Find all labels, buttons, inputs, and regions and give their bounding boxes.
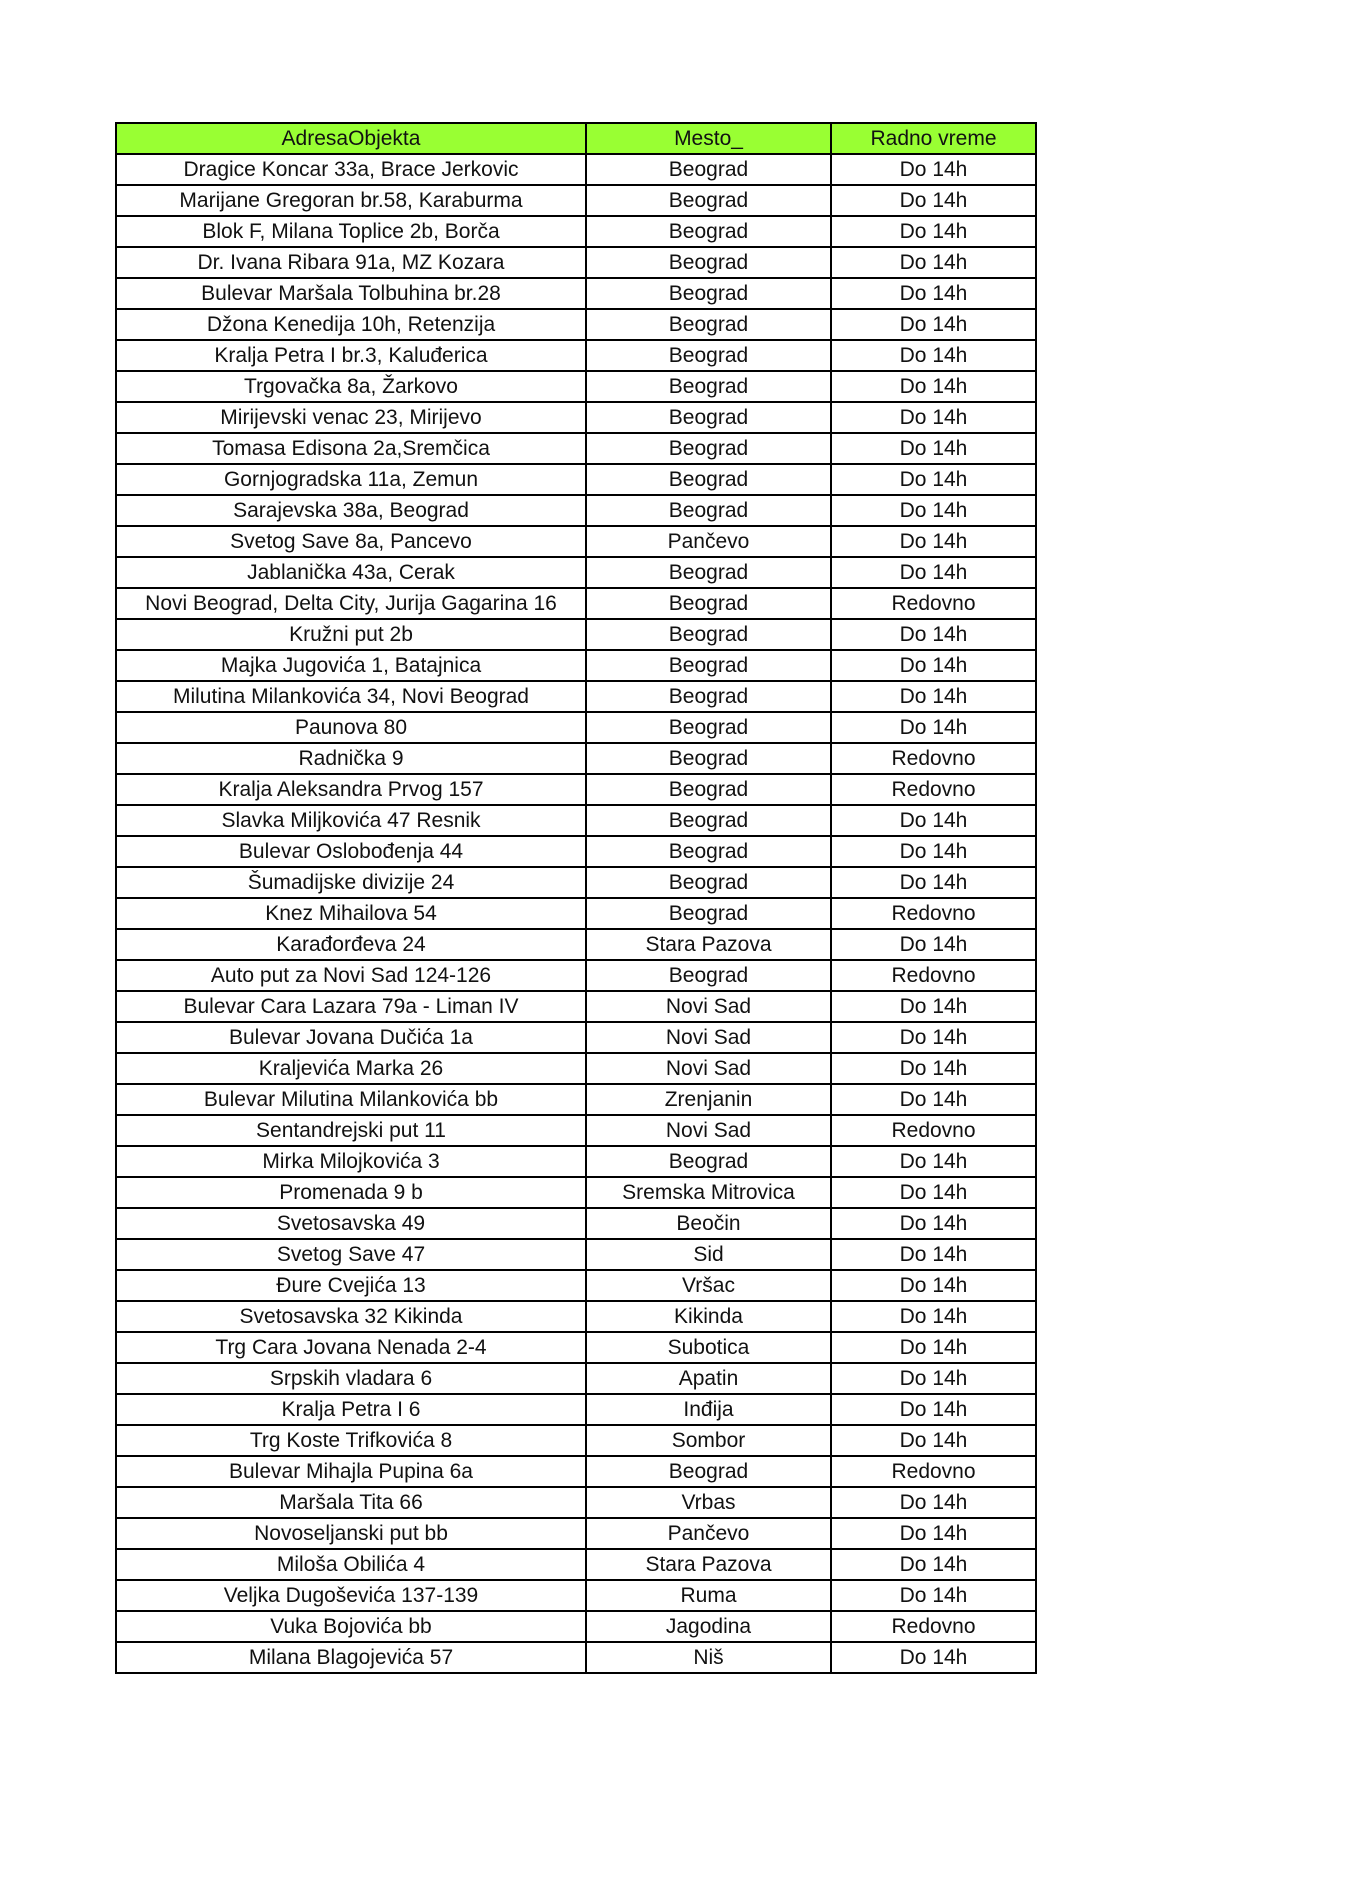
- table-row: [116, 1022, 1036, 1053]
- cell-working-hours: Do 14h: [831, 619, 1036, 650]
- cell-working-hours: Do 14h: [831, 1487, 1036, 1518]
- table-row: [116, 1084, 1036, 1115]
- cell-city: Beograd: [586, 433, 831, 464]
- cell-working-hours: Do 14h: [831, 1580, 1036, 1611]
- cell-working-hours: Do 14h: [831, 1270, 1036, 1301]
- cell-city: Beograd: [586, 588, 831, 619]
- table-row: [116, 774, 1036, 805]
- cell-address: Gornjogradska 11a, Zemun: [116, 464, 586, 495]
- cell-city: Beograd: [586, 836, 831, 867]
- table-row: [116, 371, 1036, 402]
- cell-address: Auto put za Novi Sad 124-126: [116, 960, 586, 991]
- cell-address: Bulevar Mihajla Pupina 6a: [116, 1456, 586, 1487]
- table-row: [116, 619, 1036, 650]
- cell-address: Maršala Tita 66: [116, 1487, 586, 1518]
- cell-working-hours: Redovno: [831, 960, 1036, 991]
- cell-city: Beograd: [586, 340, 831, 371]
- table-row: [116, 1394, 1036, 1425]
- cell-city: Beograd: [586, 557, 831, 588]
- cell-city: Beograd: [586, 619, 831, 650]
- table-row: [116, 216, 1036, 247]
- cell-working-hours: Do 14h: [831, 1053, 1036, 1084]
- cell-city: Beograd: [586, 1146, 831, 1177]
- cell-city: Ruma: [586, 1580, 831, 1611]
- cell-address: Milana Blagojevića 57: [116, 1642, 586, 1673]
- cell-address: Dr. Ivana Ribara 91a, MZ Kozara: [116, 247, 586, 278]
- table-row: [116, 836, 1036, 867]
- cell-city: Beograd: [586, 154, 831, 185]
- cell-working-hours: Do 14h: [831, 712, 1036, 743]
- cell-address: Marijane Gregoran br.58, Karaburma: [116, 185, 586, 216]
- cell-city: Beograd: [586, 495, 831, 526]
- cell-working-hours: Redovno: [831, 743, 1036, 774]
- table-row: [116, 588, 1036, 619]
- cell-city: Beograd: [586, 867, 831, 898]
- cell-address: Promenada 9 b: [116, 1177, 586, 1208]
- cell-city: Beograd: [586, 650, 831, 681]
- cell-city: Beograd: [586, 371, 831, 402]
- cell-working-hours: Do 14h: [831, 1084, 1036, 1115]
- table-row: [116, 557, 1036, 588]
- table-row: [116, 1239, 1036, 1270]
- cell-city: Subotica: [586, 1332, 831, 1363]
- cell-address: Svetog Save 8a, Pancevo: [116, 526, 586, 557]
- cell-working-hours: Do 14h: [831, 1394, 1036, 1425]
- cell-city: Beograd: [586, 402, 831, 433]
- cell-city: Jagodina: [586, 1611, 831, 1642]
- table-row: [116, 743, 1036, 774]
- column-header-working-hours: Radno vreme: [831, 123, 1036, 154]
- cell-address: Karađorđeva 24: [116, 929, 586, 960]
- table-row: [116, 1115, 1036, 1146]
- cell-city: Beograd: [586, 309, 831, 340]
- header-row: [116, 123, 1036, 154]
- cell-working-hours: Do 14h: [831, 1301, 1036, 1332]
- cell-working-hours: Do 14h: [831, 526, 1036, 557]
- column-header-city: Mesto_: [586, 123, 831, 154]
- cell-working-hours: Do 14h: [831, 991, 1036, 1022]
- cell-address: Radnička 9: [116, 743, 586, 774]
- cell-address: Tomasa Edisona 2a,Sremčica: [116, 433, 586, 464]
- cell-address: Bulevar Milutina Milankovića bb: [116, 1084, 586, 1115]
- cell-address: Bulevar Oslobođenja 44: [116, 836, 586, 867]
- cell-address: Milutina Milankovića 34, Novi Beograd: [116, 681, 586, 712]
- cell-city: Pančevo: [586, 1518, 831, 1549]
- table-row: [116, 1487, 1036, 1518]
- cell-working-hours: Do 14h: [831, 1208, 1036, 1239]
- table-row: [116, 1146, 1036, 1177]
- table-row: [116, 278, 1036, 309]
- cell-city: Novi Sad: [586, 991, 831, 1022]
- cell-address: Bulevar Maršala Tolbuhina br.28: [116, 278, 586, 309]
- cell-working-hours: Do 14h: [831, 929, 1036, 960]
- cell-address: Trgovačka 8a, Žarkovo: [116, 371, 586, 402]
- cell-address: Blok F, Milana Toplice 2b, Borča: [116, 216, 586, 247]
- cell-address: Novi Beograd, Delta City, Jurija Gagarina 16: [116, 588, 586, 619]
- cell-city: Beograd: [586, 805, 831, 836]
- cell-address: Slavka Miljkovića 47 Resnik: [116, 805, 586, 836]
- table-row: [116, 1425, 1036, 1456]
- cell-city: Beograd: [586, 774, 831, 805]
- column-header-address: AdresaObjekta: [116, 123, 586, 154]
- table-row: [116, 433, 1036, 464]
- table-row: [116, 1053, 1036, 1084]
- cell-working-hours: Do 14h: [831, 1363, 1036, 1394]
- cell-city: Beograd: [586, 185, 831, 216]
- cell-working-hours: Do 14h: [831, 371, 1036, 402]
- table-row: [116, 185, 1036, 216]
- cell-city: Pančevo: [586, 526, 831, 557]
- cell-city: Sremska Mitrovica: [586, 1177, 831, 1208]
- cell-address: Džona Kenedija 10h, Retenzija: [116, 309, 586, 340]
- cell-address: Kralja Aleksandra Prvog 157: [116, 774, 586, 805]
- cell-working-hours: Do 14h: [831, 340, 1036, 371]
- table-row: [116, 1208, 1036, 1239]
- cell-city: Beograd: [586, 743, 831, 774]
- cell-address: Kralja Petra I 6: [116, 1394, 586, 1425]
- table-row: [116, 247, 1036, 278]
- cell-working-hours: Do 14h: [831, 650, 1036, 681]
- table-row: [116, 650, 1036, 681]
- cell-working-hours: Do 14h: [831, 278, 1036, 309]
- table-row: [116, 154, 1036, 185]
- cell-address: Bulevar Jovana Dučića 1a: [116, 1022, 586, 1053]
- cell-city: Beograd: [586, 681, 831, 712]
- table-row: [116, 1301, 1036, 1332]
- cell-working-hours: Do 14h: [831, 1146, 1036, 1177]
- cell-working-hours: Do 14h: [831, 557, 1036, 588]
- cell-working-hours: Do 14h: [831, 1642, 1036, 1673]
- cell-city: Stara Pazova: [586, 1549, 831, 1580]
- cell-address: Svetosavska 32 Kikinda: [116, 1301, 586, 1332]
- cell-address: Šumadijske divizije 24: [116, 867, 586, 898]
- cell-city: Beograd: [586, 464, 831, 495]
- table-row: [116, 1642, 1036, 1673]
- cell-city: Vršac: [586, 1270, 831, 1301]
- cell-working-hours: Redovno: [831, 1611, 1036, 1642]
- cell-working-hours: Do 14h: [831, 154, 1036, 185]
- cell-city: Novi Sad: [586, 1115, 831, 1146]
- cell-working-hours: Do 14h: [831, 309, 1036, 340]
- cell-working-hours: Redovno: [831, 588, 1036, 619]
- table-row: [116, 1270, 1036, 1301]
- cell-working-hours: Do 14h: [831, 1022, 1036, 1053]
- cell-address: Bulevar Cara Lazara 79a - Liman IV: [116, 991, 586, 1022]
- cell-address: Miloša Obilića 4: [116, 1549, 586, 1580]
- cell-city: Kikinda: [586, 1301, 831, 1332]
- table-row: [116, 526, 1036, 557]
- cell-address: Dragice Koncar 33a, Brace Jerkovic: [116, 154, 586, 185]
- table-row: [116, 1332, 1036, 1363]
- cell-working-hours: Do 14h: [831, 1239, 1036, 1270]
- table-row: [116, 340, 1036, 371]
- cell-working-hours: Redovno: [831, 1115, 1036, 1146]
- cell-working-hours: Do 14h: [831, 867, 1036, 898]
- cell-city: Beograd: [586, 712, 831, 743]
- cell-address: Knez Mihailova 54: [116, 898, 586, 929]
- cell-address: Svetosavska 49: [116, 1208, 586, 1239]
- table-row: [116, 402, 1036, 433]
- cell-city: Vrbas: [586, 1487, 831, 1518]
- table-row: [116, 1580, 1036, 1611]
- cell-working-hours: Do 14h: [831, 1332, 1036, 1363]
- table-row: [116, 712, 1036, 743]
- cell-address: Veljka Dugoševića 137-139: [116, 1580, 586, 1611]
- cell-city: Zrenjanin: [586, 1084, 831, 1115]
- cell-address: Đure Cvejića 13: [116, 1270, 586, 1301]
- cell-city: Beograd: [586, 216, 831, 247]
- cell-city: Niš: [586, 1642, 831, 1673]
- table-row: [116, 805, 1036, 836]
- cell-city: Novi Sad: [586, 1022, 831, 1053]
- cell-address: Majka Jugovića 1, Batajnica: [116, 650, 586, 681]
- cell-working-hours: Do 14h: [831, 681, 1036, 712]
- cell-address: Mirka Milojkovića 3: [116, 1146, 586, 1177]
- table-row: [116, 960, 1036, 991]
- cell-address: Trg Cara Jovana Nenada 2-4: [116, 1332, 586, 1363]
- table-row: [116, 1363, 1036, 1394]
- cell-city: Beograd: [586, 898, 831, 929]
- cell-working-hours: Do 14h: [831, 836, 1036, 867]
- cell-working-hours: Do 14h: [831, 433, 1036, 464]
- cell-address: Trg Koste Trifkovića 8: [116, 1425, 586, 1456]
- cell-address: Srpskih vladara 6: [116, 1363, 586, 1394]
- cell-address: Svetog Save 47: [116, 1239, 586, 1270]
- cell-address: Paunova 80: [116, 712, 586, 743]
- cell-working-hours: Do 14h: [831, 402, 1036, 433]
- cell-city: Sid: [586, 1239, 831, 1270]
- table-row: [116, 309, 1036, 340]
- table-row: [116, 1549, 1036, 1580]
- table-row: [116, 495, 1036, 526]
- table-row: [116, 929, 1036, 960]
- cell-working-hours: Do 14h: [831, 1518, 1036, 1549]
- table-row: [116, 1177, 1036, 1208]
- cell-city: Stara Pazova: [586, 929, 831, 960]
- cell-address: Kraljevića Marka 26: [116, 1053, 586, 1084]
- table-row: [116, 1518, 1036, 1549]
- cell-city: Beograd: [586, 1456, 831, 1487]
- table-row: [116, 464, 1036, 495]
- cell-city: Beograd: [586, 247, 831, 278]
- table-row: [116, 991, 1036, 1022]
- cell-city: Inđija: [586, 1394, 831, 1425]
- table-row: [116, 1456, 1036, 1487]
- cell-working-hours: Do 14h: [831, 464, 1036, 495]
- cell-working-hours: Do 14h: [831, 185, 1036, 216]
- table-row: [116, 681, 1036, 712]
- cell-city: Novi Sad: [586, 1053, 831, 1084]
- cell-working-hours: Do 14h: [831, 495, 1036, 526]
- cell-address: Mirijevski venac 23, Mirijevo: [116, 402, 586, 433]
- cell-address: Kružni put 2b: [116, 619, 586, 650]
- cell-working-hours: Do 14h: [831, 1177, 1036, 1208]
- locations-table: [115, 122, 1037, 1674]
- cell-working-hours: Do 14h: [831, 805, 1036, 836]
- cell-working-hours: Do 14h: [831, 1549, 1036, 1580]
- cell-working-hours: Do 14h: [831, 247, 1036, 278]
- cell-working-hours: Do 14h: [831, 1425, 1036, 1456]
- table-row: [116, 898, 1036, 929]
- cell-city: Beograd: [586, 960, 831, 991]
- table-body: [116, 154, 1036, 1673]
- table-row: [116, 1611, 1036, 1642]
- cell-city: Beograd: [586, 278, 831, 309]
- cell-address: Sarajevska 38a, Beograd: [116, 495, 586, 526]
- cell-working-hours: Redovno: [831, 1456, 1036, 1487]
- cell-address: Jablanička 43a, Cerak: [116, 557, 586, 588]
- cell-working-hours: Redovno: [831, 774, 1036, 805]
- cell-working-hours: Redovno: [831, 898, 1036, 929]
- cell-address: Vuka Bojovića bb: [116, 1611, 586, 1642]
- cell-working-hours: Do 14h: [831, 216, 1036, 247]
- cell-address: Kralja Petra I br.3, Kaluđerica: [116, 340, 586, 371]
- cell-address: Novoseljanski put bb: [116, 1518, 586, 1549]
- cell-address: Sentandrejski put 11: [116, 1115, 586, 1146]
- table-row: [116, 867, 1036, 898]
- cell-city: Apatin: [586, 1363, 831, 1394]
- cell-city: Sombor: [586, 1425, 831, 1456]
- cell-city: Beočin: [586, 1208, 831, 1239]
